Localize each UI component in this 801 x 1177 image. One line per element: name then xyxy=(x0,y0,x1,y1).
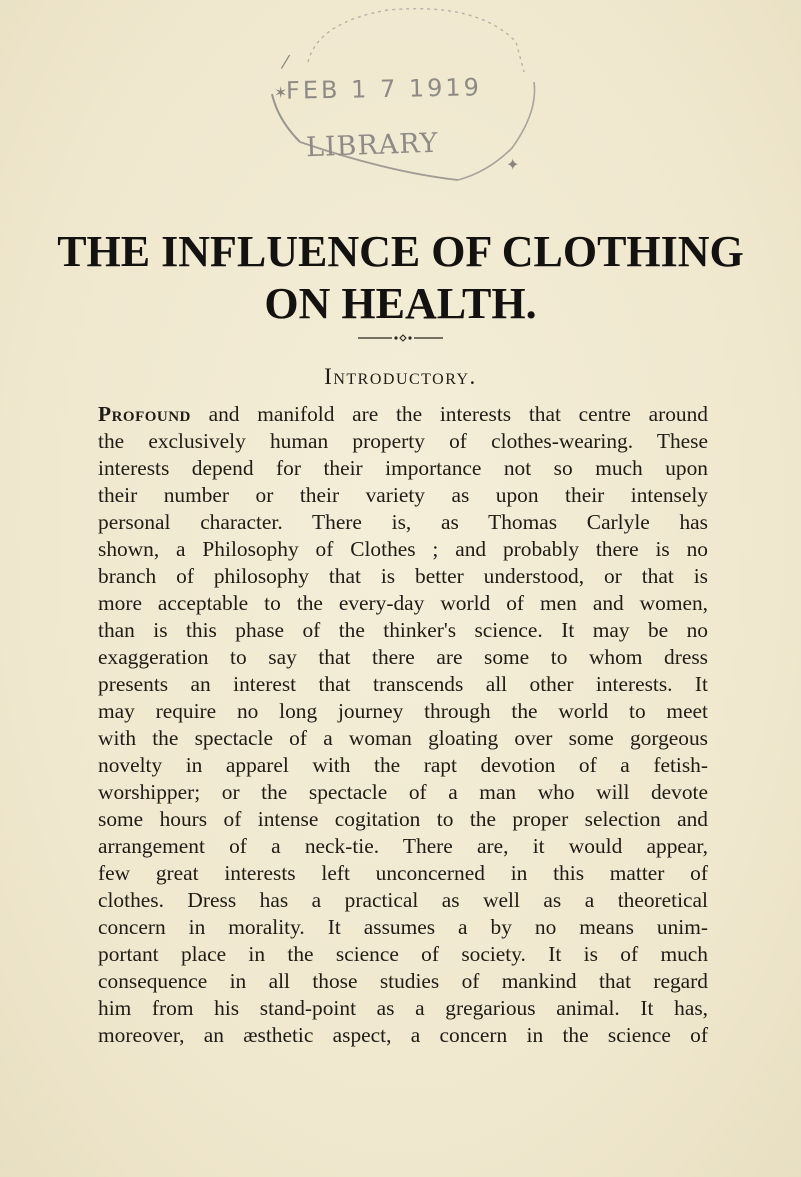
stamp-library-label: LIBRARY xyxy=(305,127,440,164)
paragraph-line: with the spectacle of a woman gloating over some gorgeous xyxy=(98,726,708,750)
body-paragraph xyxy=(98,401,708,1049)
paragraph-line: their number or their variety as upon their intensely xyxy=(98,483,708,507)
library-stamp xyxy=(248,2,540,202)
chapter-title xyxy=(0,226,801,330)
paragraph-line: presents an interest that transcends all other interests. It xyxy=(98,672,708,696)
paragraph-line: arrangement of a neck-tie. There are, it would appear, xyxy=(98,834,708,858)
paragraph-line: may require no long journey through the world to meet xyxy=(98,699,708,723)
svg-text:⁄: ⁄ xyxy=(284,52,288,73)
ornament-divider-icon xyxy=(358,333,443,343)
paragraph-line: moreover, an æsthetic aspect, a concern in the science of xyxy=(98,1023,708,1047)
paragraph-line: the exclusively human property of clothes-wearing. These xyxy=(98,429,708,453)
paragraph-line: more acceptable to the every-day world of men and women, xyxy=(98,591,708,615)
paragraph-line: shown, a Philosophy of Clothes ; and probably there is no xyxy=(98,537,708,561)
paragraph-line: portant place in the science of society. It is of much xyxy=(98,942,708,966)
svg-text:✦: ✦ xyxy=(506,155,520,174)
paragraph-line: Profound and manifold are the interests that centre around xyxy=(98,402,708,426)
paragraph-line: personal character. There is, as Thomas Carlyle has xyxy=(98,510,708,534)
stamp-date: FEB 1 7 1919 xyxy=(285,73,483,105)
paragraph-line: worshipper; or the spectacle of a man who will devote xyxy=(98,780,708,804)
lead-word: Profound xyxy=(98,402,191,426)
paragraph-line: consequence in all those studies of mankind that regard xyxy=(98,969,708,993)
title-line-2: ON HEALTH. xyxy=(264,279,537,328)
paragraph-line: some hours of intense cogitation to the proper selection and xyxy=(98,807,708,831)
paragraph-line: branch of philosophy that is better understood, or that is xyxy=(98,564,708,588)
paragraph-line: than is this phase of the thinker's science. It may be no xyxy=(98,618,708,642)
paragraph-line: few great interests left unconcerned in this matter of xyxy=(98,861,708,885)
paragraph-line: clothes. Dress has a practical as well as a theoretical xyxy=(98,888,708,912)
title-line-1: THE INFLUENCE OF CLOTHING xyxy=(57,227,744,276)
svg-text:✶: ✶ xyxy=(274,83,288,102)
paragraph-line: exaggeration to say that there are some to whom dress xyxy=(98,645,708,669)
paragraph-line: him from his stand-point as a gregarious animal. It has, xyxy=(98,996,708,1020)
section-heading: Introductory. xyxy=(324,364,477,389)
paragraph-line: novelty in apparel with the rapt devotion of a fetish- xyxy=(98,753,708,777)
paragraph-line: concern in morality. It assumes a by no means unim- xyxy=(98,915,708,939)
paragraph-line: interests depend for their importance not so much upon xyxy=(98,456,708,480)
